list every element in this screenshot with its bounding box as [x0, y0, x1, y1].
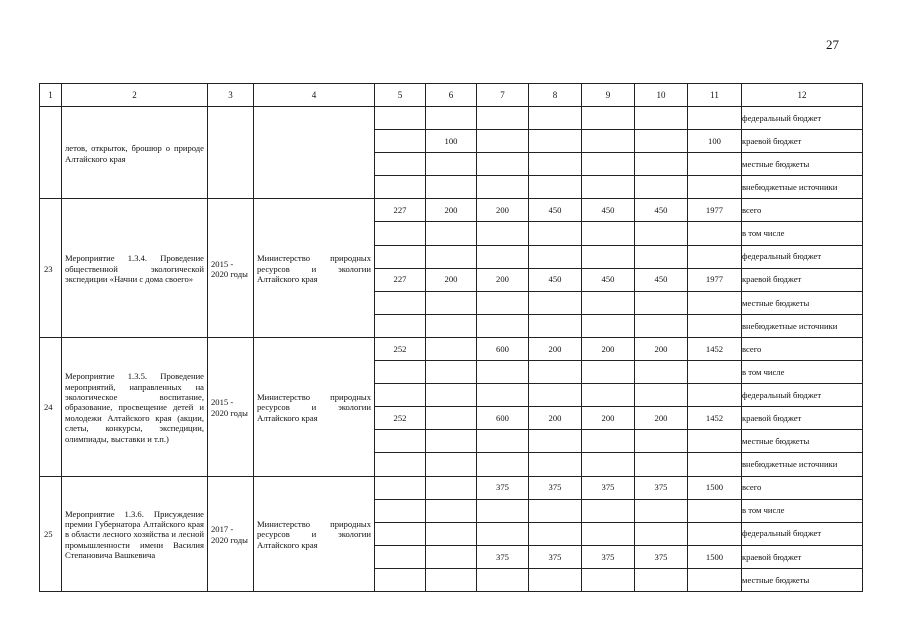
measure-description: Мероприятие 1.3.4. Проведение общественной экологической экспедиции «Начни с дома своего» — [65, 253, 204, 285]
measure-description-cell — [62, 337, 208, 476]
funding-source-label: внебюджетные источники — [742, 176, 863, 199]
executor-cell — [254, 476, 375, 591]
value-cell: 227 — [375, 199, 426, 222]
value-cell: 1500 — [688, 545, 742, 568]
funding-source-label: местные бюджеты — [742, 153, 863, 176]
funding-source-label: в том числе — [742, 499, 863, 522]
page-number: 27 — [826, 37, 839, 52]
funding-source-label: всего — [742, 476, 863, 499]
funding-source-label: местные бюджеты — [742, 291, 863, 314]
table-row — [40, 107, 863, 130]
column-number: 7 — [477, 84, 529, 107]
funding-source-label: федеральный бюджет — [742, 245, 863, 268]
funding-source-label: всего — [742, 337, 863, 360]
years-cell — [208, 199, 254, 338]
value-cell — [426, 407, 477, 430]
executor: Министерство природных ресурсов и экологии Алтайского края — [257, 253, 371, 285]
value-cell: 1977 — [688, 268, 742, 291]
years-cell — [208, 337, 254, 476]
value-cell: 200 — [529, 337, 582, 360]
funding-source-label: местные бюджеты — [742, 430, 863, 453]
measure-number-cell — [40, 337, 62, 476]
executor-cell — [254, 199, 375, 338]
value-cell: 375 — [635, 545, 688, 568]
column-number: 1 — [40, 84, 62, 107]
column-number: 10 — [635, 84, 688, 107]
funding-source-label: в том числе — [742, 361, 863, 384]
value-cell: 1500 — [688, 476, 742, 499]
value-cell: 600 — [477, 337, 529, 360]
value-cell: 100 — [688, 130, 742, 153]
measure-description-cell — [62, 476, 208, 591]
funding-source-label: местные бюджеты — [742, 568, 863, 591]
implementation-years: 2017 - 2020 годы — [211, 524, 248, 545]
column-number: 9 — [582, 84, 635, 107]
column-number: 8 — [529, 84, 582, 107]
value-cell — [375, 545, 426, 568]
funding-source-label: федеральный бюджет — [742, 107, 863, 130]
value-cell: 200 — [635, 337, 688, 360]
measure-description: летов, открыток, брошюр о природе Алтайского края — [65, 143, 204, 164]
years-cell — [208, 107, 254, 199]
measure-description: Мероприятие 1.3.6. Присуждение премии Губернатора Алтайского края в области лесного хозяйства и лесной промышленности имени Василия Степановича Вашкевича — [65, 508, 204, 561]
value-cell: 375 — [582, 545, 635, 568]
column-number: 6 — [426, 84, 477, 107]
value-cell: 252 — [375, 337, 426, 360]
measure-number: 24 — [44, 402, 53, 413]
funding-source-label: краевой бюджет — [742, 268, 863, 291]
value-cell: 200 — [477, 199, 529, 222]
value-cell: 227 — [375, 268, 426, 291]
funding-source-label: краевой бюджет — [742, 130, 863, 153]
funding-source-label: внебюджетные источники — [742, 453, 863, 476]
column-number: 5 — [375, 84, 426, 107]
funding-source-label: краевой бюджет — [742, 407, 863, 430]
value-cell: 375 — [582, 476, 635, 499]
executor-cell — [254, 337, 375, 476]
value-cell: 200 — [529, 407, 582, 430]
measure-number-cell — [40, 199, 62, 338]
value-cell: 450 — [582, 268, 635, 291]
header-row — [40, 84, 863, 107]
value-cell: 252 — [375, 407, 426, 430]
column-number: 12 — [742, 84, 863, 107]
funding-source-label: внебюджетные источники — [742, 314, 863, 337]
measure-number-cell — [40, 107, 62, 199]
value-cell: 450 — [582, 199, 635, 222]
executor-cell — [254, 107, 375, 199]
measure-number: 23 — [44, 263, 53, 274]
measure-number: 25 — [44, 529, 53, 540]
measure-description-cell — [62, 107, 208, 199]
table-row — [40, 476, 863, 499]
value-cell: 1452 — [688, 337, 742, 360]
implementation-years: 2015 - 2020 годы — [211, 397, 248, 418]
funding-source-label: федеральный бюджет — [742, 384, 863, 407]
value-cell: 375 — [635, 476, 688, 499]
measure-description-cell — [62, 199, 208, 338]
value-cell: 200 — [426, 199, 477, 222]
value-cell: 200 — [635, 407, 688, 430]
value-cell: 100 — [426, 130, 477, 153]
table-row — [40, 337, 863, 360]
value-cell: 375 — [477, 545, 529, 568]
value-cell: 200 — [426, 268, 477, 291]
value-cell — [426, 545, 477, 568]
value-cell — [426, 476, 477, 499]
value-cell: 450 — [635, 199, 688, 222]
measure-description: Мероприятие 1.3.5. Проведение мероприятий, направленных на экологическое воспитание, образование, просвещение детей и молодежи Алтайского края (акции, слеты, конкурсы, экспедиции, олимпиады, выставки и т.п.) — [65, 371, 204, 444]
value-cell: 450 — [529, 199, 582, 222]
value-cell: 450 — [529, 268, 582, 291]
funding-source-label: федеральный бюджет — [742, 522, 863, 545]
executor: Министерство природных ресурсов и экологии Алтайского края — [257, 519, 371, 550]
implementation-years: 2015 - 2020 годы — [211, 258, 248, 280]
funding-source-label: всего — [742, 199, 863, 222]
value-cell: 200 — [477, 268, 529, 291]
value-cell — [375, 476, 426, 499]
value-cell: 200 — [582, 337, 635, 360]
value-cell: 450 — [635, 268, 688, 291]
table-row — [40, 199, 863, 222]
column-number: 3 — [208, 84, 254, 107]
column-number: 4 — [254, 84, 375, 107]
value-cell: 375 — [477, 476, 529, 499]
measure-number-cell — [40, 476, 62, 591]
value-cell: 600 — [477, 407, 529, 430]
value-cell: 375 — [529, 476, 582, 499]
value-cell: 200 — [582, 407, 635, 430]
program-measures-table — [39, 83, 863, 592]
funding-source-label: краевой бюджет — [742, 545, 863, 568]
value-cell: 1977 — [688, 199, 742, 222]
value-cell: 1452 — [688, 407, 742, 430]
value-cell: 375 — [529, 545, 582, 568]
funding-source-label: в том числе — [742, 222, 863, 245]
column-number: 2 — [62, 84, 208, 107]
years-cell — [208, 476, 254, 591]
value-cell — [426, 337, 477, 360]
column-number: 11 — [688, 84, 742, 107]
executor: Министерство природных ресурсов и экологии Алтайского края — [257, 391, 371, 423]
